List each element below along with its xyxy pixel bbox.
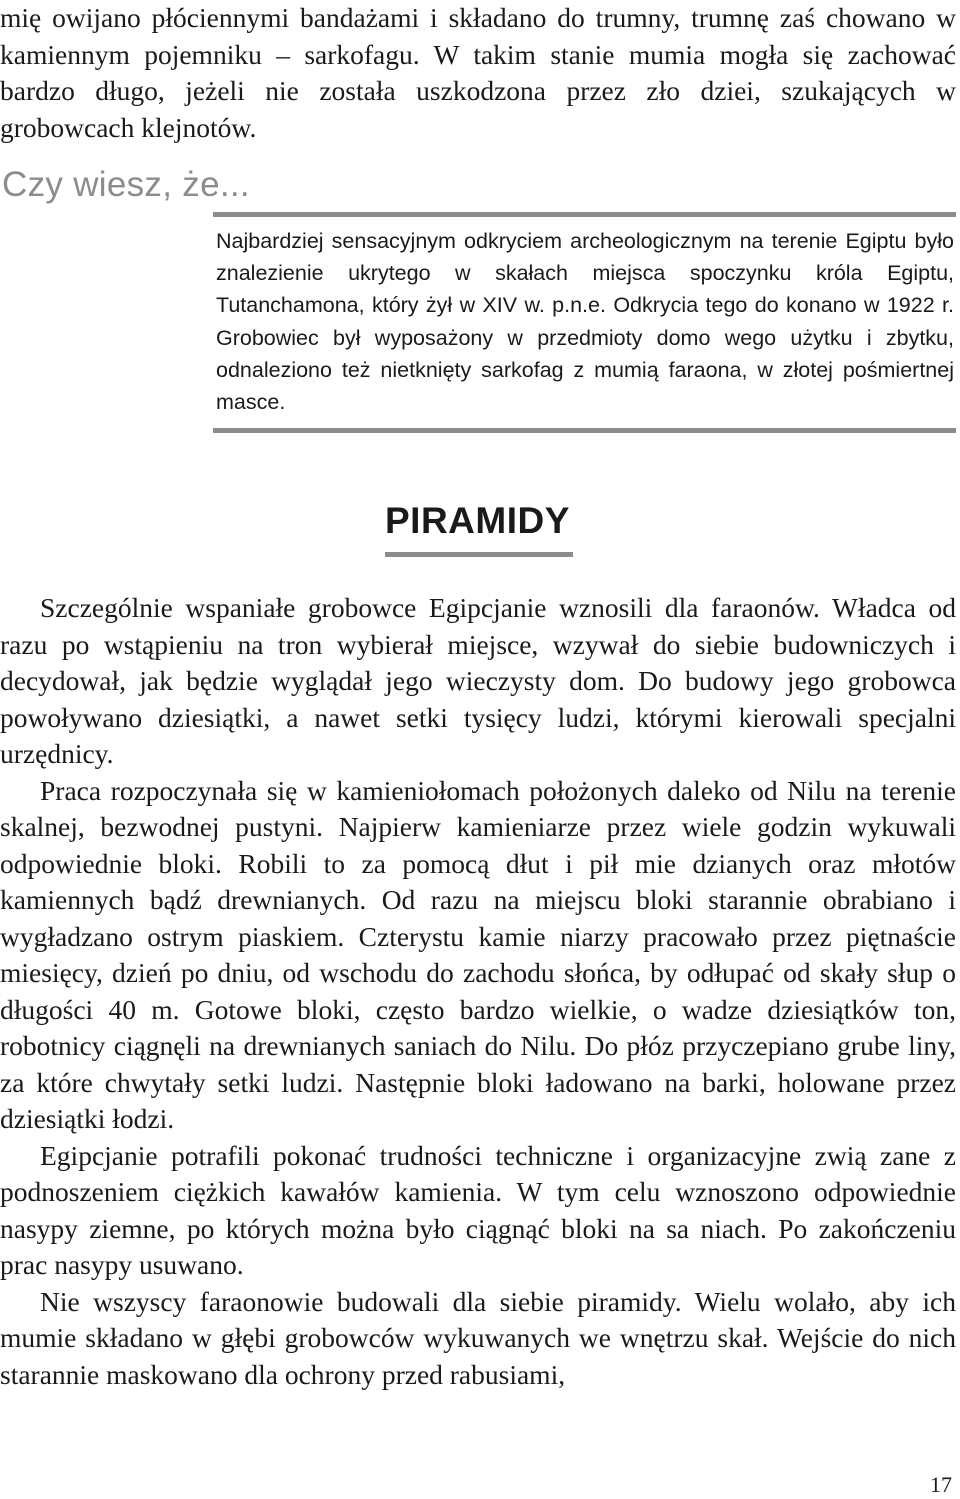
body-line: Praca rozpoczynała się w kamieniołomach położonych daleko od Nilu [40, 774, 846, 806]
did-you-know-title: Czy wiesz, że... [2, 165, 250, 204]
body-line: drewnianych saniach do Nilu. Do płóz przyczepiano grube liny, za które [0, 1030, 956, 1098]
body-text [0, 590, 956, 1393]
intro-line: mogła się zachować bardzo długo, jeżeli nie została uszkodzona przez zło [0, 38, 956, 106]
body-line: Egipcjanie potrafili pokonać trudności techniczne i organizacyjne zwią [40, 1139, 867, 1171]
body-line: Nie wszyscy faraonowie budowali dla siebie piramidy. Wielu wolało, [40, 1285, 870, 1317]
body-line: dzianych oraz młotów kamiennych bądź drewnianych. Od razu na miejscu [0, 847, 956, 915]
body-line: często bardzo wielkie, o wadze dziesiątków ton, robotnicy ciągnęli na [0, 993, 956, 1061]
sidebar-top-rule [213, 212, 956, 217]
body-line: którymi kierowali specjalni urzędnicy. [0, 701, 956, 769]
sidebar-line: Egiptu było znalezienie ukrytego w skałach miejsca spoczynku króla [216, 229, 954, 286]
body-line: niarzy pracowało przez piętnaście miesięcy, dzień po dniu, od wschodu do [0, 920, 956, 988]
intro-line: mię owijano płóciennymi bandażami i składano do trumny, trumnę zaś [0, 2, 826, 33]
body-line: Szczególnie wspaniałe grobowce Egipcjanie wznosili dla faraonów. [40, 592, 832, 623]
sidebar-line: Egiptu, Tutanchamona, który żył w XIV w. p.n.e. Odkrycia tego do [216, 261, 954, 318]
sidebar-line: wego użytku i zbytku, odnaleziono też nietknięty sarkofag z mumią [216, 325, 954, 382]
body-paragraph [0, 773, 956, 1138]
sidebar-line: Najbardziej sensacyjnym odkryciem archeologicznym na terenie [216, 229, 846, 253]
body-line: dziesiątki łodzi. [0, 1103, 175, 1134]
body-line: chwytały setki ludzi. Następnie bloki ładowano na barki, holowane przez [104, 1066, 956, 1098]
body-line: Władca od razu po wstąpieniu na tron wybierał miejsce, wzywał do siebie [0, 592, 956, 660]
sidebar-box-text [216, 225, 954, 418]
body-line: bloki starannie obrabiano i wygładzano ostrym piaskiem. Czterystu kamie [0, 884, 956, 952]
body-paragraph [0, 1138, 956, 1284]
intro-text [0, 0, 956, 146]
sidebar-line: faraona, w złotej pośmiertnej masce. [216, 357, 954, 415]
sidebar-line: konano w 1922 r. Grobowiec był wyposażony w przedmioty domo [216, 293, 954, 350]
body-line: budowy jego grobowca powoływano dziesiątki, a nawet setki tysięcy ludzi, [0, 665, 956, 733]
intro-line: chowano w kamiennym pojemniku – sarkofagu. W takim stanie mumia [0, 2, 956, 70]
body-line: zane z podnoszeniem ciężkich kawałów kamienia. W tym celu wznoszono [0, 1139, 957, 1207]
heading-underline [385, 552, 573, 557]
body-line: budowniczych i decydował, jak będzie wyglądał jego wieczysty dom. Do [0, 628, 956, 696]
body-line: odpowiednie nasypy ziemne, po których można było ciągnąć bloki na sa [0, 1176, 956, 1244]
body-paragraph [0, 1284, 956, 1394]
page-number: 17 [930, 1472, 952, 1497]
body-line: niach. Po zakończeniu prac nasypy usuwano. [0, 1212, 957, 1280]
body-line: godzin wykuwali odpowiednie bloki. Robili to za pomocą dłut i pił mie [0, 811, 956, 879]
intro-paragraph [0, 0, 956, 146]
sidebar-bottom-rule [213, 428, 956, 433]
body-line: na terenie skalnej, bezwodnej pustyni. Najpierw kamieniarze przez wiele [0, 774, 956, 842]
body-line: skał. Wejście do nich starannie maskowano dla ochrony przed rabusiami, [0, 1322, 956, 1390]
body-line: zachodu słońca, by odłupać od skały słup o długości 40 m. Gotowe bloki, [0, 957, 956, 1025]
body-line: aby ich mumie składano w głębi grobowców wykuwanych we wnętrzu [0, 1285, 956, 1353]
section-heading: PIRAMIDY [385, 500, 570, 541]
intro-line: dziei, szukających w grobowcach klejnotów. [0, 75, 956, 143]
body-paragraph [0, 590, 956, 773]
